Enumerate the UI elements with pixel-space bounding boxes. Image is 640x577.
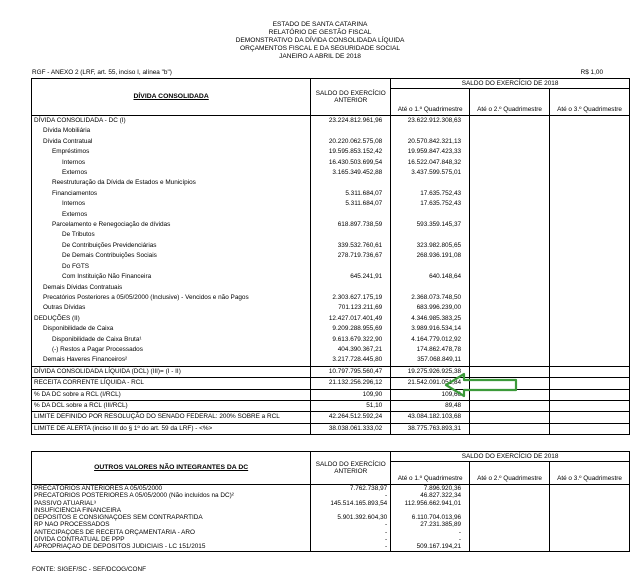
- q3-cell: [550, 389, 630, 400]
- q1-cell: 323.982.805,65: [391, 241, 470, 251]
- q1-cell: 509.167.194,21: [391, 543, 470, 551]
- q2-cell: [470, 423, 550, 434]
- q1-cell: 112.956.662.941,01: [391, 500, 470, 507]
- prev-balance-cell: 9.209.288.955,69: [311, 324, 391, 334]
- row-label: (-) Restos a Pagar Processados: [32, 345, 311, 355]
- q3-cell: [550, 210, 630, 220]
- table-row: [32, 492, 630, 499]
- prev-balance-cell: -: [311, 521, 391, 528]
- q3-header: Até o 3.º Quadrimestre: [550, 89, 630, 116]
- q1-cell: -: [391, 529, 470, 536]
- q1-cell: [391, 507, 470, 514]
- row-label: Internos: [32, 158, 311, 168]
- q2-cell: [470, 485, 550, 493]
- q3-cell: [550, 366, 630, 377]
- row-label: DÍVIDA CONSOLIDADA - DC (I): [32, 116, 311, 127]
- q2-cell: [470, 324, 550, 334]
- row-label: Dívida Contratual: [32, 137, 311, 147]
- q2-cell: [470, 251, 550, 261]
- row-label: RECEITA CORRENTE LÍQUIDA - RCL: [32, 378, 311, 389]
- q1-cell: 6.110.704.013,96: [391, 514, 470, 521]
- row-label: De Tributos: [32, 230, 311, 240]
- prev-balance-cell: 16.430.503.699,54: [311, 158, 391, 168]
- q1-cell: 3.989.916.534,14: [391, 324, 470, 334]
- q3-cell: [550, 485, 630, 493]
- q2-cell: [470, 283, 550, 293]
- row-label: INSUFICIÊNCIA FINANCEIRA: [32, 507, 311, 514]
- prev-balance-cell: 645.241,91: [311, 272, 391, 282]
- q2-cell: [470, 116, 550, 127]
- q1-cell: 7.896.920,36: [391, 485, 470, 493]
- q1-cell: 109,66: [391, 389, 470, 400]
- row-label: DÍVIDA CONSOLIDADA LÍQUIDA (DCL) (III)= (I - II): [32, 366, 311, 377]
- row-label: DEDUÇÕES (II): [32, 314, 311, 324]
- q2-cell: [470, 168, 550, 178]
- q3-cell: [550, 314, 630, 324]
- q2-cell: [470, 262, 550, 272]
- table-row: [32, 507, 630, 514]
- row-label: % DA DC sobre a RCL (I/RCL): [32, 389, 311, 400]
- table-row: [32, 355, 630, 366]
- prev-balance-cell: 5.311.684,07: [311, 199, 391, 209]
- other-values-table: [31, 451, 630, 552]
- q1-cell: 20.570.842.321,13: [391, 137, 470, 147]
- q1-cell: 17.635.752,43: [391, 189, 470, 199]
- row-label: De Demais Contribuições Sociais: [32, 251, 311, 261]
- row-label: Demais Dívidas Contratuais: [32, 283, 311, 293]
- q3-cell: [550, 529, 630, 536]
- q2-cell: [470, 293, 550, 303]
- q3-cell: [550, 230, 630, 240]
- prev-balance-cell: 145.514.165.893,54: [311, 500, 391, 507]
- table-row: [32, 126, 630, 136]
- q3-cell: [550, 283, 630, 293]
- q2-cell: [470, 507, 550, 514]
- row-label: Com Instituição Não Financeira: [32, 272, 311, 282]
- table-row: [32, 116, 630, 127]
- q3-cell: [550, 147, 630, 157]
- q1-cell: 43.084.182.103,68: [391, 412, 470, 423]
- table-row: [32, 366, 630, 377]
- q2-cell: [470, 521, 550, 528]
- row-label: LIMITE DEFINIDO POR RESOLUÇÃO DO SENADO FEDERAL: 200% SOBRE a RCL: [32, 412, 311, 423]
- header-budget: ORÇAMENTOS FISCAL E DA SEGURIDADE SOCIAL: [239, 45, 401, 52]
- currency-unit: R$ 1,00: [580, 69, 603, 76]
- q2-cell: [470, 529, 550, 536]
- q3-cell: [550, 262, 630, 272]
- row-label: Outras Dívidas: [32, 303, 311, 313]
- q1-cell: -: [391, 536, 470, 543]
- table-row: [32, 389, 630, 400]
- prev-balance-cell: 701.123.211,69: [311, 303, 391, 313]
- table-row: [32, 230, 630, 240]
- q3-cell: [550, 507, 630, 514]
- table-row: [32, 283, 630, 293]
- table-row: [32, 423, 630, 434]
- row-label: Reestruturação da Dívida de Estados e Municípios: [32, 178, 311, 188]
- prev-balance-cell: 19.595.853.152,42: [311, 147, 391, 157]
- row-label: Externos: [32, 210, 311, 220]
- q1-cell: 27.231.385,89: [391, 521, 470, 528]
- other-q3-header: Até o 3.º Quadrimestre: [550, 462, 630, 485]
- prev-balance-cell: 109,90: [311, 389, 391, 400]
- q1-cell: 593.359.145,37: [391, 220, 470, 230]
- q3-cell: [550, 251, 630, 261]
- q1-cell: 16.522.047.848,32: [391, 158, 470, 168]
- row-label: Precatórios Posteriores a 05/05/2000 (Inclusive) - Vencidos e não Pagos: [32, 293, 311, 303]
- row-label: Demais Haveres Financeiros²: [32, 355, 311, 366]
- q1-cell: [391, 210, 470, 220]
- other-prev-header: SALDO DO EXERCÍCIO ANTERIOR: [311, 452, 391, 485]
- q3-cell: [550, 335, 630, 345]
- q1-cell: 357.068.849,11: [391, 355, 470, 366]
- q3-cell: [550, 412, 630, 423]
- q2-cell: [470, 314, 550, 324]
- q1-cell: 21.542.091.051,84: [391, 378, 470, 389]
- prev-balance-cell: 404.390.367,21: [311, 345, 391, 355]
- other-q2-header: Até o 2.º Quadrimestre: [470, 462, 550, 485]
- q2-cell: [470, 536, 550, 543]
- q2-cell: [470, 400, 550, 411]
- q1-cell: 683.996.239,00: [391, 303, 470, 313]
- q3-cell: [550, 168, 630, 178]
- prev-balance-cell: 20.220.062.575,08: [311, 137, 391, 147]
- prev-balance-cell: 5.311.684,07: [311, 189, 391, 199]
- row-label: RP NÃO PROCESSADOS: [32, 521, 311, 528]
- table-row: [32, 314, 630, 324]
- q3-cell: [550, 345, 630, 355]
- prev-balance-cell: [311, 283, 391, 293]
- prev-balance-cell: [311, 126, 391, 136]
- prev-balance-cell: 9.613.679.322,90: [311, 335, 391, 345]
- q2-cell: [470, 147, 550, 157]
- rgf-reference: RGF - ANEXO 2 (LRF, art. 55, inciso I, alínea "b"): [32, 69, 172, 76]
- q2-cell: [470, 137, 550, 147]
- q3-cell: [550, 324, 630, 334]
- q3-cell: [550, 293, 630, 303]
- q2-cell: [470, 241, 550, 251]
- q2-cell: [470, 178, 550, 188]
- row-label: PRECATÓRIOS POSTERIORES A 05/05/2000 (Não incluídos na DC)²: [32, 492, 311, 499]
- table-row: [32, 241, 630, 251]
- row-label: Dívida Mobiliária: [32, 126, 311, 136]
- green-arrow-icon: [444, 372, 520, 398]
- q3-cell: [550, 492, 630, 499]
- q3-cell: [550, 303, 630, 313]
- source-note: FONTE: SIGEF/SC - SEF/DCOG/CONF: [32, 566, 146, 573]
- table-row: [32, 168, 630, 178]
- header-state: ESTADO DE SANTA CATARINA: [272, 21, 368, 28]
- q1-cell: 268.936.191,08: [391, 251, 470, 261]
- row-label: Disponibilidade de Caixa Bruta¹: [32, 335, 311, 345]
- q1-cell: 4.164.779.012,92: [391, 335, 470, 345]
- q2-cell: [470, 158, 550, 168]
- q3-cell: [550, 543, 630, 551]
- prev-balance-cell: [311, 210, 391, 220]
- q3-cell: [550, 158, 630, 168]
- prev-balance-cell: 3.165.349.452,88: [311, 168, 391, 178]
- q3-cell: [550, 514, 630, 521]
- other-q1-header: Até o 1.º Quadrimestre: [391, 462, 470, 485]
- table-row: [32, 189, 630, 199]
- other-year-header: SALDO DO EXERCÍCIO DE 2018: [391, 452, 630, 462]
- table-row: [32, 158, 630, 168]
- q3-cell: [550, 178, 630, 188]
- debt-column-title: DÍVIDA CONSOLIDADA: [32, 79, 311, 116]
- table-row: [32, 178, 630, 188]
- q2-cell: [470, 199, 550, 209]
- table-row: [32, 521, 630, 528]
- q3-cell: [550, 137, 630, 147]
- prev-balance-cell: -: [311, 529, 391, 536]
- prev-balance-cell: 339.532.760,61: [311, 241, 391, 251]
- q1-cell: 19.959.847.423,33: [391, 147, 470, 157]
- q3-cell: [550, 378, 630, 389]
- q1-cell: 38.775.763.893,31: [391, 423, 470, 434]
- q2-cell: [470, 514, 550, 521]
- prev-balance-header: SALDO DO EXERCÍCIO ANTERIOR: [311, 79, 391, 116]
- q3-cell: [550, 400, 630, 411]
- prev-balance-cell: 278.719.736,67: [311, 251, 391, 261]
- prev-balance-cell: 5.901.392.604,30: [311, 514, 391, 521]
- prev-balance-cell: 21.132.256.296,12: [311, 378, 391, 389]
- table-row: [32, 485, 630, 493]
- table-row: [32, 514, 630, 521]
- q2-cell: [470, 355, 550, 366]
- q1-cell: [391, 126, 470, 136]
- q2-cell: [470, 220, 550, 230]
- debt-table: [31, 78, 630, 435]
- prev-balance-cell: 2.303.627.175,19: [311, 293, 391, 303]
- row-label: DEPÓSITOS E CONSIGNAÇÕES SEM CONTRAPARTIDA: [32, 514, 311, 521]
- row-label: De Contribuições Previdenciárias: [32, 241, 311, 251]
- q2-cell: [470, 492, 550, 499]
- q3-cell: [550, 423, 630, 434]
- prev-balance-cell: -: [311, 536, 391, 543]
- q1-header: Até o 1.º Quadrimestre: [391, 89, 470, 116]
- q2-cell: [470, 230, 550, 240]
- prev-balance-cell: 51,10: [311, 400, 391, 411]
- prev-balance-cell: 7.762.738,97: [311, 485, 391, 493]
- q2-cell: [470, 412, 550, 423]
- row-label: Externos: [32, 168, 311, 178]
- table-row: [32, 500, 630, 507]
- q1-cell: [391, 262, 470, 272]
- row-label: DÍVIDA CONTRATUAL DE PPP: [32, 536, 311, 543]
- row-label: APROPRIAÇÃO DE DEPÓSITOS JUDICIAIS - LC 151/2015: [32, 543, 311, 551]
- table-row: [32, 378, 630, 389]
- row-label: Financiamentos: [32, 189, 311, 199]
- other-column-title: OUTROS VALORES NÃO INTEGRANTES DA DC: [32, 452, 311, 485]
- q3-cell: [550, 521, 630, 528]
- table-row: [32, 251, 630, 261]
- q2-cell: [470, 335, 550, 345]
- row-label: % DA DCL sobre a RCL (III/RCL): [32, 400, 311, 411]
- q3-cell: [550, 536, 630, 543]
- q1-cell: 19.275.926.925,38: [391, 366, 470, 377]
- q2-cell: [470, 303, 550, 313]
- row-label: PASSIVO ATUARIAL³: [32, 500, 311, 507]
- q1-cell: [391, 178, 470, 188]
- header-period: JANEIRO A ABRIL DE 2018: [279, 53, 361, 60]
- prev-balance-cell: 10.797.795.560,47: [311, 366, 391, 377]
- q3-cell: [550, 220, 630, 230]
- table-row: [32, 345, 630, 355]
- prev-balance-cell: -: [311, 543, 391, 551]
- q1-cell: 174.862.478,78: [391, 345, 470, 355]
- q2-header: Até o 2.º Quadrimestre: [470, 89, 550, 116]
- prev-balance-cell: -: [311, 492, 391, 499]
- table-row: [32, 400, 630, 411]
- row-label: Internos: [32, 199, 311, 209]
- prev-balance-cell: 23.224.812.961,96: [311, 116, 391, 127]
- q1-cell: [391, 283, 470, 293]
- q1-cell: 4.346.985.383,25: [391, 314, 470, 324]
- row-label: LIMITE DE ALERTA (inciso III do § 1º do art. 59 da LRF) - <%>: [32, 423, 311, 434]
- q1-cell: 23.622.912.308,63: [391, 116, 470, 127]
- prev-balance-cell: 12.427.017.401,49: [311, 314, 391, 324]
- table-row: [32, 272, 630, 282]
- q2-cell: [470, 500, 550, 507]
- row-label: PRECATÓRIOS ANTERIORES A 05/05/2000: [32, 485, 311, 493]
- prev-balance-cell: [311, 230, 391, 240]
- q3-cell: [550, 500, 630, 507]
- row-label: Disponibilidade de Caixa: [32, 324, 311, 334]
- prev-balance-cell: 38.038.061.333,02: [311, 423, 391, 434]
- table-row: [32, 199, 630, 209]
- table-row: [32, 303, 630, 313]
- q1-cell: 640.148,64: [391, 272, 470, 282]
- prev-balance-cell: 618.897.738,59: [311, 220, 391, 230]
- table-row: [32, 529, 630, 536]
- q3-cell: [550, 199, 630, 209]
- row-label: Empréstimos: [32, 147, 311, 157]
- table-row: [32, 335, 630, 345]
- table-row: [32, 536, 630, 543]
- q2-cell: [470, 210, 550, 220]
- prev-balance-cell: 42.264.512.592,24: [311, 412, 391, 423]
- q3-cell: [550, 355, 630, 366]
- row-label: Do FGTS: [32, 262, 311, 272]
- q3-cell: [550, 116, 630, 127]
- q1-cell: 17.635.752,43: [391, 199, 470, 209]
- q1-cell: 3.437.599.575,01: [391, 168, 470, 178]
- header-title: DEMONSTRATIVO DA DÍVIDA CONSOLIDADA LÍQUIDA: [235, 37, 405, 44]
- prev-balance-cell: [311, 507, 391, 514]
- row-label: Parcelamento e Renegociação de dívidas: [32, 220, 311, 230]
- prev-balance-cell: [311, 178, 391, 188]
- q3-cell: [550, 126, 630, 136]
- table-row: [32, 543, 630, 551]
- q2-cell: [470, 126, 550, 136]
- year-balance-header: SALDO DO EXERCÍCIO DE 2018: [391, 79, 630, 89]
- q3-cell: [550, 272, 630, 282]
- table-row: [32, 412, 630, 423]
- q3-cell: [550, 241, 630, 251]
- table-row: [32, 210, 630, 220]
- q1-cell: 46.827.322,34: [391, 492, 470, 499]
- table-row: [32, 147, 630, 157]
- table-row: [32, 262, 630, 272]
- table-row: [32, 293, 630, 303]
- q2-cell: [470, 189, 550, 199]
- q1-cell: [391, 230, 470, 240]
- q2-cell: [470, 543, 550, 551]
- table-row: [32, 324, 630, 334]
- q2-cell: [470, 345, 550, 355]
- table-row: [32, 137, 630, 147]
- prev-balance-cell: [311, 262, 391, 272]
- q1-cell: 2.368.073.748,50: [391, 293, 470, 303]
- header-report: RELATÓRIO DE GESTÃO FISCAL: [268, 29, 372, 36]
- row-label: ANTECIPAÇÕES DE RECEITA ORÇAMENTÁRIA - ARO: [32, 529, 311, 536]
- q1-cell: 89,48: [391, 400, 470, 411]
- prev-balance-cell: 3.217.728.445,80: [311, 355, 391, 366]
- q2-cell: [470, 272, 550, 282]
- q3-cell: [550, 189, 630, 199]
- table-row: [32, 220, 630, 230]
